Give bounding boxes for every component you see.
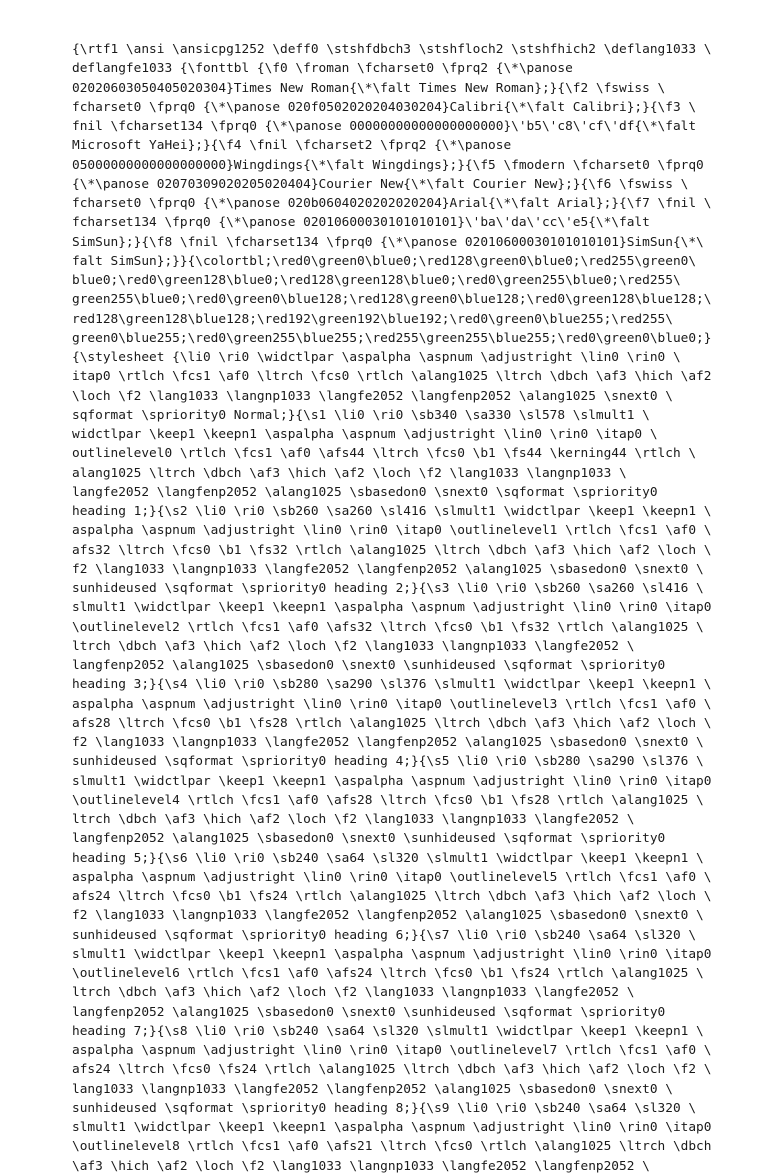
text-line: \outlinelevel4 \rtlch \fcs1 \af0 \afs28 \ltrch \fcs0 \b1 \fs28 \rtlch \alang1025 \ xyxy=(72,792,704,808)
text-line: slmult1 \widctlpar \keep1 \keepn1 \aspalpha \aspnum \adjustright \lin0 \rin0 \itap0 xyxy=(72,773,712,789)
text-line: \outlinelevel2 \rtlch \fcs1 \af0 \afs32 \ltrch \fcs0 \b1 \fs32 \rtlch \alang1025 \ xyxy=(72,619,704,635)
text-line: {\*\panose 02070309020205020404}Courier New{\*\falt Courier New};}{\f6 \fswiss \ xyxy=(72,176,689,192)
text-line: fcharset0 \fprq0 {\*\panose 020b0604020202020204}Arial{\*\falt Arial};}{\f7 \fnil \ xyxy=(72,196,712,211)
text-line: afs24 \ltrch \fcs0 \b1 \fs24 \rtlch \alang1025 \ltrch \dbch \af3 \hich \af2 \loch \ xyxy=(72,889,712,904)
text-line: f2 \lang1033 \langnp1033 \langfe2052 \langfenp2052 \alang1025 \sbasedon0 \snext0 \ xyxy=(72,908,704,924)
text-line: blue0;\red0\green128\blue0;\red128\green128\blue0;\red0\green255\blue0;\red255\ xyxy=(72,273,681,288)
text-line: \outlinelevel8 \rtlch \fcs1 \af0 \afs21 \ltrch \fcs0 \rtlch \alang1025 \ltrch \dbch xyxy=(72,1139,712,1155)
text-line: outlinelevel0 \rtlch \fcs1 \af0 \afs44 \ltrch \fcs0 \b1 \fs44 \kerning44 \rtlch \ xyxy=(72,446,697,462)
text-line: fnil \fcharset134 \fprq0 {\*\panose 00000000000000000000}\'b5\'c8\'cf\'df{\*\falt xyxy=(72,119,697,134)
text-line: falt SimSun};}}{\colortbl;\red0\green0\blue0;\red128\green0\blue0;\red255\green0\ xyxy=(72,253,697,269)
text-line: sunhideused \sqformat \spriority0 heading 4;}{\s5 \li0 \ri0 \sb280 \sa290 \sl376 \ xyxy=(72,754,704,770)
text-line: aspalpha \aspnum \adjustright \lin0 \rin0 \itap0 \outlinelevel1 \rtlch \fcs1 \af0 \ xyxy=(72,523,712,539)
text-line: langfenp2052 \alang1025 \sbasedon0 \snext0 \sunhideused \sqformat \spriority0 xyxy=(72,1004,666,1020)
text-line: langfenp2052 \alang1025 \sbasedon0 \snext0 \sunhideused \sqformat \spriority0 xyxy=(72,831,666,847)
text-line: afs24 \ltrch \fcs0 \fs24 \rtlch \alang1025 \ltrch \dbch \af3 \hich \af2 \loch \f2 \ xyxy=(72,1062,712,1078)
rtf-source-text xyxy=(72,40,711,1176)
text-line: sqformat \spriority0 Normal;}{\s1 \li0 \ri0 \sb340 \sa330 \sl578 \slmult1 \ xyxy=(72,407,650,423)
text-line: green255\blue0;\red0\green0\blue128;\red128\green0\blue128;\red0\green128\blue128;\ xyxy=(72,292,712,308)
text-line: slmult1 \widctlpar \keep1 \keepn1 \aspalpha \aspnum \adjustright \lin0 \rin0 \itap0 xyxy=(72,600,712,616)
text-line: {\stylesheet {\li0 \ri0 \widctlpar \aspalpha \aspnum \adjustright \lin0 \rin0 \ xyxy=(72,350,681,365)
text-line: ltrch \dbch \af3 \hich \af2 \loch \f2 \lang1033 \langnp1033 \langfe2052 \ xyxy=(72,638,635,654)
text-line: fcharset134 \fprq0 {\*\panose 02010600030101010101}\'ba\'da\'cc\'e5{\*\falt xyxy=(72,215,650,231)
text-line: langfenp2052 \alang1025 \sbasedon0 \snext0 \sunhideused \sqformat \spriority0 xyxy=(72,658,666,673)
text-line: afs28 \ltrch \fcs0 \b1 \fs28 \rtlch \alang1025 \ltrch \dbch \af3 \hich \af2 \loch \ xyxy=(72,715,712,731)
text-line: widctlpar \keep1 \keepn1 \aspalpha \aspnum \adjustright \lin0 \rin0 \itap0 \ xyxy=(72,427,658,442)
text-line: red128\green128\blue128;\red192\green192\blue192;\red0\green0\blue255;\red255\ xyxy=(72,311,673,327)
text-line: heading 1;}{\s2 \li0 \ri0 \sb260 \sa260 \sl416 \slmult1 \widctlpar \keep1 \keepn1 \ xyxy=(72,504,712,519)
text-line: lang1033 \langnp1033 \langfe2052 \langfenp2052 \alang1025 \sbasedon0 \snext0 \ xyxy=(72,1081,673,1097)
text-line: Microsoft YaHei};}{\f4 \fnil \fcharset2 \fprq2 {\*\panose xyxy=(72,138,512,154)
text-line: langfe2052 \langfenp2052 \alang1025 \sbasedon0 \snext0 \sqformat \spriority0 xyxy=(72,484,658,500)
text-line: 05000000000000000000}Wingdings{\*\falt Wingdings};}{\f5 \fmodern \fcharset0 \fprq0 xyxy=(72,157,704,173)
text-line: ltrch \dbch \af3 \hich \af2 \loch \f2 \lang1033 \langnp1033 \langfe2052 \ xyxy=(72,812,635,827)
text-line: \af3 \hich \af2 \loch \f2 \lang1033 \langnp1033 \langfe2052 \langfenp2052 \ xyxy=(72,1158,650,1174)
text-line: deflangfe1033 {\fonttbl {\f0 \froman \fcharset0 \fprq2 {\*\panose xyxy=(72,61,573,77)
text-line: \outlinelevel6 \rtlch \fcs1 \af0 \afs24 \ltrch \fcs0 \b1 \fs24 \rtlch \alang1025 \ xyxy=(72,966,704,981)
text-line: green0\blue255;\red0\green255\blue255;\red255\green255\blue255;\red0\green0\blue0;} xyxy=(72,330,712,346)
text-line: heading 7;}{\s8 \li0 \ri0 \sb240 \sa64 \sl320 \slmult1 \widctlpar \keep1 \keepn1 \ xyxy=(72,1023,704,1039)
text-line: sunhideused \sqformat \spriority0 heading 2;}{\s3 \li0 \ri0 \sb260 \sa260 \sl416 \ xyxy=(72,581,704,596)
text-line: 02020603050405020304}Times New Roman{\*\falt Times New Roman};}{\f2 \fswiss \ xyxy=(72,80,666,96)
text-line: ltrch \dbch \af3 \hich \af2 \loch \f2 \lang1033 \langnp1033 \langfe2052 \ xyxy=(72,985,635,1001)
text-line: sunhideused \sqformat \spriority0 heading 6;}{\s7 \li0 \ri0 \sb240 \sa64 \sl320 \ xyxy=(72,927,697,943)
text-line: SimSun};}{\f8 \fnil \fcharset134 \fprq0 {\*\panose 02010600030101010101}SimSun{\*\ xyxy=(72,234,704,250)
text-line: itap0 \rtlch \fcs1 \af0 \ltrch \fcs0 \rtlch \alang1025 \ltrch \dbch \af3 \hich \af2 xyxy=(72,369,712,385)
text-line: f2 \lang1033 \langnp1033 \langfe2052 \langfenp2052 \alang1025 \sbasedon0 \snext0 \ xyxy=(72,735,704,750)
text-line: {\rtf1 \ansi \ansicpg1252 \deff0 \stshfdbch3 \stshfloch2 \stshfhich2 \deflang1033 \ xyxy=(72,42,712,57)
text-line: slmult1 \widctlpar \keep1 \keepn1 \aspalpha \aspnum \adjustright \lin0 \rin0 \itap0 xyxy=(72,1120,712,1135)
text-line: aspalpha \aspnum \adjustright \lin0 \rin0 \itap0 \outlinelevel3 \rtlch \fcs1 \af0 \ xyxy=(72,696,712,712)
text-line: heading 5;}{\s6 \li0 \ri0 \sb240 \sa64 \sl320 \slmult1 \widctlpar \keep1 \keepn1 \ xyxy=(72,850,704,866)
text-line: afs32 \ltrch \fcs0 \b1 \fs32 \rtlch \alang1025 \ltrch \dbch \af3 \hich \af2 \loch \ xyxy=(72,542,712,558)
text-line: aspalpha \aspnum \adjustright \lin0 \rin0 \itap0 \outlinelevel5 \rtlch \fcs1 \af0 \ xyxy=(72,869,712,885)
text-line: aspalpha \aspnum \adjustright \lin0 \rin0 \itap0 \outlinelevel7 \rtlch \fcs1 \af0 \ xyxy=(72,1043,712,1058)
text-line: \loch \f2 \lang1033 \langnp1033 \langfe2052 \langfenp2052 \alang1025 \snext0 \ xyxy=(72,388,673,404)
text-line: sunhideused \sqformat \spriority0 heading 8;}{\s9 \li0 \ri0 \sb240 \sa64 \sl320 \ xyxy=(72,1100,697,1116)
text-line: alang1025 \ltrch \dbch \af3 \hich \af2 \loch \f2 \lang1033 \langnp1033 \ xyxy=(72,465,627,481)
text-line: slmult1 \widctlpar \keep1 \keepn1 \aspalpha \aspnum \adjustright \lin0 \rin0 \itap0 xyxy=(72,946,712,962)
text-line: fcharset0 \fprq0 {\*\panose 020f0502020204030204}Calibri{\*\falt Calibri};}{\f3 \ xyxy=(72,99,697,115)
text-line: heading 3;}{\s4 \li0 \ri0 \sb280 \sa290 \sl376 \slmult1 \widctlpar \keep1 \keepn1 \ xyxy=(72,677,712,693)
text-line: f2 \lang1033 \langnp1033 \langfe2052 \langfenp2052 \alang1025 \sbasedon0 \snext0 \ xyxy=(72,561,704,577)
